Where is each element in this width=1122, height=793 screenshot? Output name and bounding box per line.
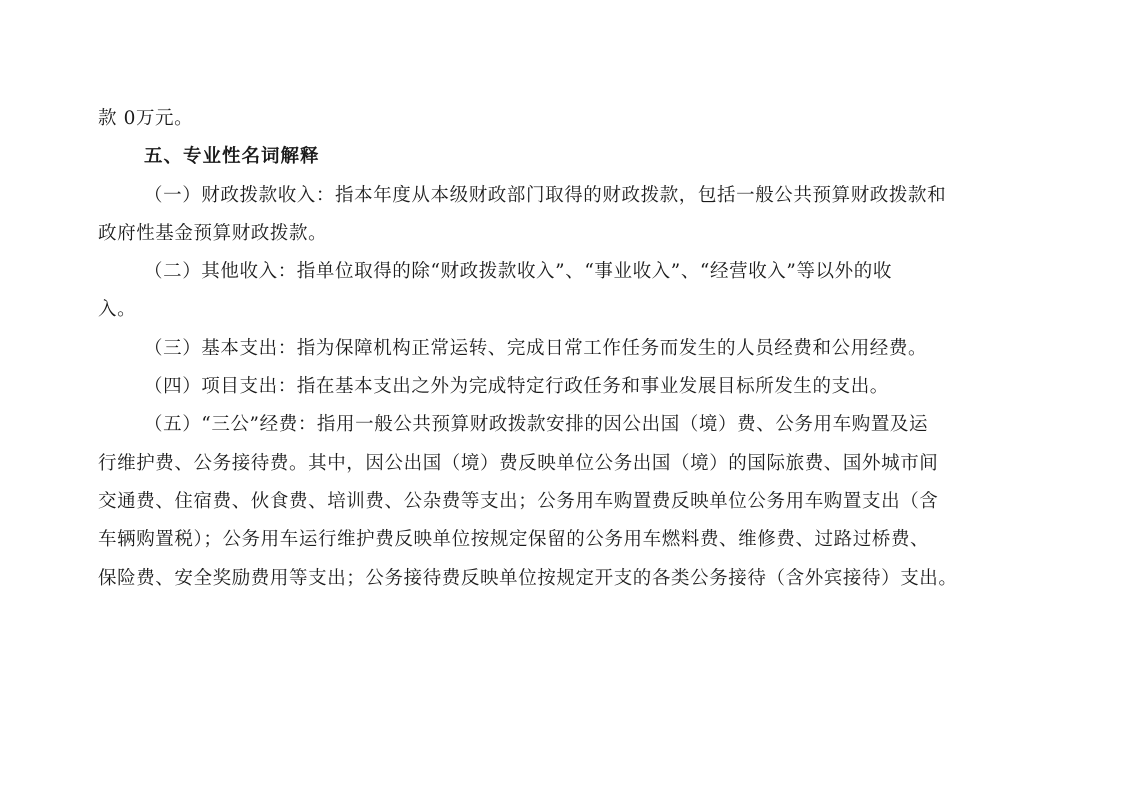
definition-other-income: （二）其他收入：指单位取得的除“财政拨款收入”、“事业收入”、“经营收入”等以外的收 (144, 261, 892, 283)
text-line-continuation: 款 0万元。 (98, 108, 194, 129)
definition-other-income-cont: 入。 (98, 299, 137, 321)
definition-three-public-expenses: （五）“三公”经费：指用一般公共预算财政拨款安排的因公出国（境）费、公务用车购置及运 (144, 414, 929, 436)
definition-fiscal-appropriation-income-cont: 政府性基金预算财政拨款。 (98, 222, 328, 244)
section-heading: 五、专业性名词解释 (144, 146, 320, 168)
definition-three-public-expenses-cont-4: 保险费、安全奖励费用等支出；公务接待费反映单位按规定开支的各类公务接待（含外宾接待）支出。 (98, 567, 958, 589)
definition-basic-expenditure: （三）基本支出：指为保障机构正常运转、完成日常工作任务而发生的人员经费和公用经费。 (144, 337, 928, 359)
definition-three-public-expenses-cont-1: 行维护费、公务接待费。其中，因公出国（境）费反映单位公务出国（境）的国际旅费、国外城市间 (98, 452, 939, 474)
definition-fiscal-appropriation-income: （一）财政拨款收入：指本年度从本级财政部门取得的财政拨款，包括一般公共预算财政拨款和 (144, 184, 947, 206)
definition-project-expenditure: （四）项目支出：指在基本支出之外为完成特定行政任务和事业发展目标所发生的支出。 (144, 376, 889, 398)
definition-three-public-expenses-cont-2: 交通费、住宿费、伙食费、培训费、公杂费等支出；公务用车购置费反映单位公务用车购置支出（含 (98, 490, 939, 512)
definition-three-public-expenses-cont-3: 车辆购置税）；公务用车运行维护费反映单位按规定保留的公务用车燃料费、维修费、过路过桥费、 (98, 529, 930, 551)
document-body (98, 100, 1028, 598)
